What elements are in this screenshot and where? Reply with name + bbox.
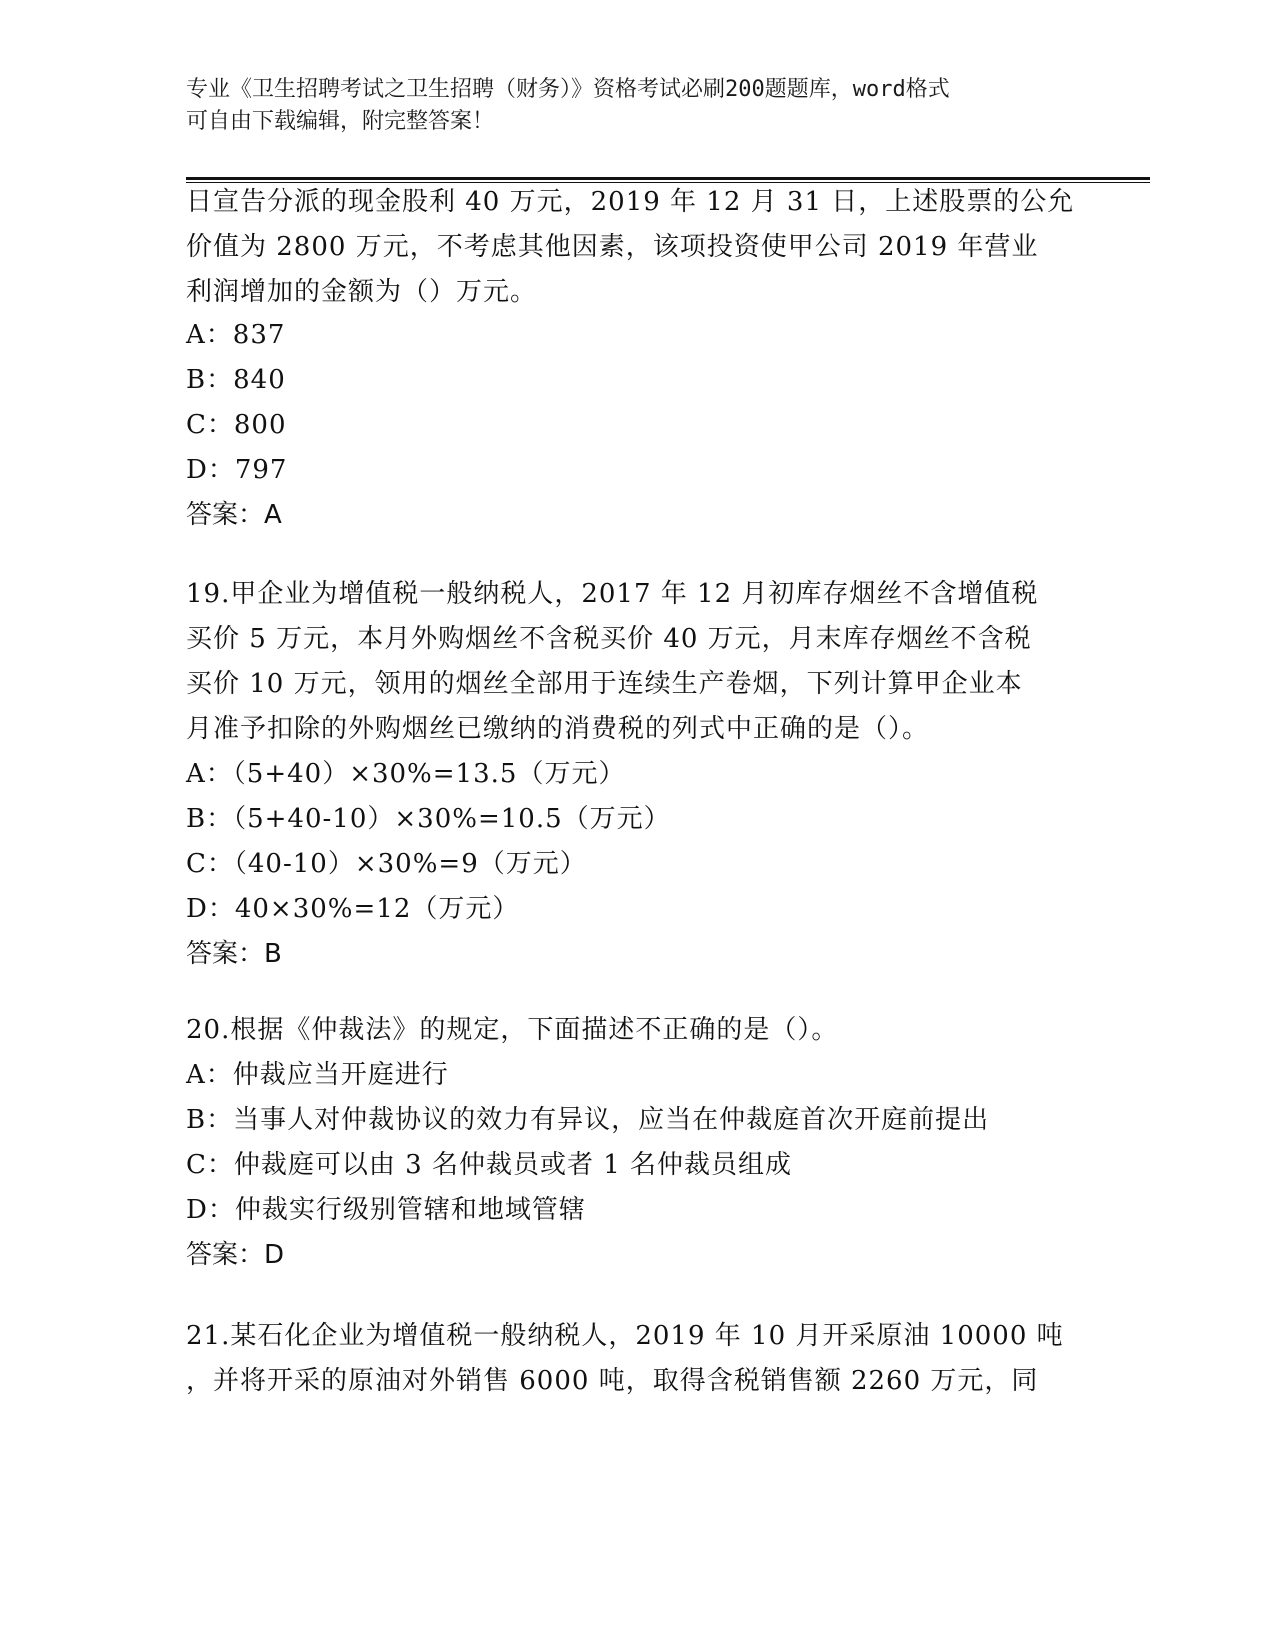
question-stem-line: 价值为 2800 万元，不考虑其他因素，该项投资使甲公司 2019 年营业 <box>186 232 1039 262</box>
answer-label: 答案：D <box>186 1240 285 1270</box>
option-d: D：797 <box>186 455 288 485</box>
document-header <box>186 74 1086 138</box>
option-a: A：（5+40）×30%=13.5（万元） <box>186 759 626 789</box>
question-18 <box>186 180 1086 538</box>
question-19 <box>186 572 1086 977</box>
option-c: C：仲裁庭可以由 3 名仲裁员或者 1 名仲裁员组成 <box>186 1150 793 1180</box>
question-stem-line: 月准予扣除的外购烟丝已缴纳的消费税的列式中正确的是（）。 <box>186 714 930 744</box>
question-stem-line: 买价 5 万元，本月外购烟丝不含税买价 40 万元，月末库存烟丝不含税 <box>186 624 1032 654</box>
question-20 <box>186 1008 1086 1278</box>
option-d: D：40×30%=12（万元） <box>186 894 520 924</box>
option-c: C：800 <box>186 410 287 440</box>
option-b: B：840 <box>186 365 286 395</box>
question-stem-line: 19.甲企业为增值税一般纳税人，2017 年 12 月初库存烟丝不含增值税 <box>186 579 1039 609</box>
answer-label: 答案：A <box>186 500 282 530</box>
option-c: C：（40-10）×30%=9（万元） <box>186 849 587 879</box>
option-b: B：（5+40-10）×30%=10.5（万元） <box>186 804 671 834</box>
question-stem-line: 日宣告分派的现金股利 40 万元，2019 年 12 月 31 日，上述股票的公允 <box>186 187 1075 217</box>
option-d: D：仲裁实行级别管辖和地域管辖 <box>186 1195 586 1225</box>
option-a: A：837 <box>186 320 286 350</box>
header-line-1: 专业《卫生招聘考试之卫生招聘（财务）》资格考试必刷200题题库，word格式 <box>186 77 950 102</box>
question-stem-line: 21.某石化企业为增值税一般纳税人，2019 年 10 月开采原油 10000 吨 <box>186 1321 1064 1351</box>
question-21 <box>186 1314 1086 1404</box>
question-stem-line: 买价 10 万元，领用的烟丝全部用于连续生产卷烟，下列计算甲企业本 <box>186 669 1023 699</box>
answer-label: 答案：B <box>186 939 282 969</box>
header-line-2: 可自由下载编辑，附完整答案！ <box>186 109 495 134</box>
question-stem-line: 20.根据《仲裁法》的规定，下面描述不正确的是（）。 <box>186 1015 839 1045</box>
question-stem-line: ，并将开采的原油对外销售 6000 吨，取得含税销售额 2260 万元，同 <box>186 1366 1039 1396</box>
option-b: B：当事人对仲裁协议的效力有异议，应当在仲裁庭首次开庭前提出 <box>186 1105 990 1135</box>
option-a: A：仲裁应当开庭进行 <box>186 1060 449 1090</box>
question-stem-line: 利润增加的金额为（）万元。 <box>186 277 538 307</box>
